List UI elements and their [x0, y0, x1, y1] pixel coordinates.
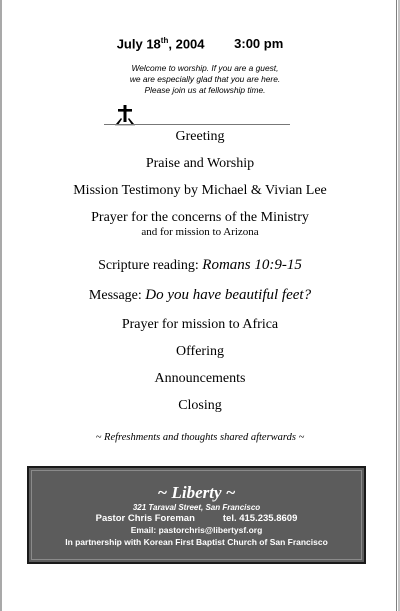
- message-label: Message:: [88, 288, 146, 303]
- service-time: 3:00 pm: [234, 36, 284, 52]
- order-scripture-reading: [0, 257, 400, 274]
- order-greeting: Greeting: [175, 129, 225, 144]
- service-date-year: , 2004: [168, 36, 205, 52]
- page-left-border: [0, 0, 2, 611]
- refreshments-note: ~ Refreshments and thoughts shared afterwards ~: [95, 432, 305, 443]
- prayer-ministry-subtitle: and for mission to Arizona: [141, 226, 259, 238]
- scripture-reference: Romans 10:9-15: [202, 257, 302, 273]
- order-prayer-ministry: [0, 210, 400, 238]
- church-email: Email: pastorchris@libertysf.org: [130, 525, 263, 535]
- order-offering: Offering: [176, 344, 224, 359]
- church-info-box: [27, 466, 366, 564]
- message-title: Do you have beautiful feet?: [145, 287, 312, 303]
- partnership-note: In partnership with Korean First Baptist Church of San Francisco: [65, 537, 328, 547]
- order-closing: Closing: [178, 398, 222, 413]
- service-date-time: [0, 36, 400, 51]
- service-date-day: July 18: [116, 36, 161, 52]
- prayer-ministry-title: Prayer for the concerns of the Ministry: [91, 210, 309, 225]
- welcome-line: Please join us at fellowship time.: [144, 85, 266, 95]
- order-announcements: Announcements: [154, 371, 246, 386]
- header-divider: [104, 124, 290, 125]
- order-prayer-africa: Prayer for mission to Africa: [121, 317, 279, 332]
- order-message: [0, 287, 400, 304]
- welcome-message: [100, 63, 310, 96]
- page-right-border: [396, 0, 397, 611]
- church-phone: tel. 415.235.8609: [222, 513, 298, 524]
- church-name: ~ Liberty ~: [157, 483, 236, 502]
- scripture-label: Scripture reading:: [98, 258, 203, 273]
- welcome-line: Welcome to worship. If you are a guest,: [131, 63, 279, 73]
- welcome-line: we are especially glad that you are here.: [129, 74, 281, 84]
- church-address: 321 Taraval Street, San Francisco: [132, 503, 261, 512]
- order-praise-worship: Praise and Worship: [145, 156, 255, 171]
- order-mission-testimony: Mission Testimony by Michael & Vivian Lee: [73, 183, 327, 198]
- pastor-contact-line: [29, 513, 364, 525]
- pastor-name: Pastor Chris Foreman: [95, 513, 195, 524]
- cross-icon: [114, 104, 136, 126]
- service-date-suffix: th: [160, 36, 169, 45]
